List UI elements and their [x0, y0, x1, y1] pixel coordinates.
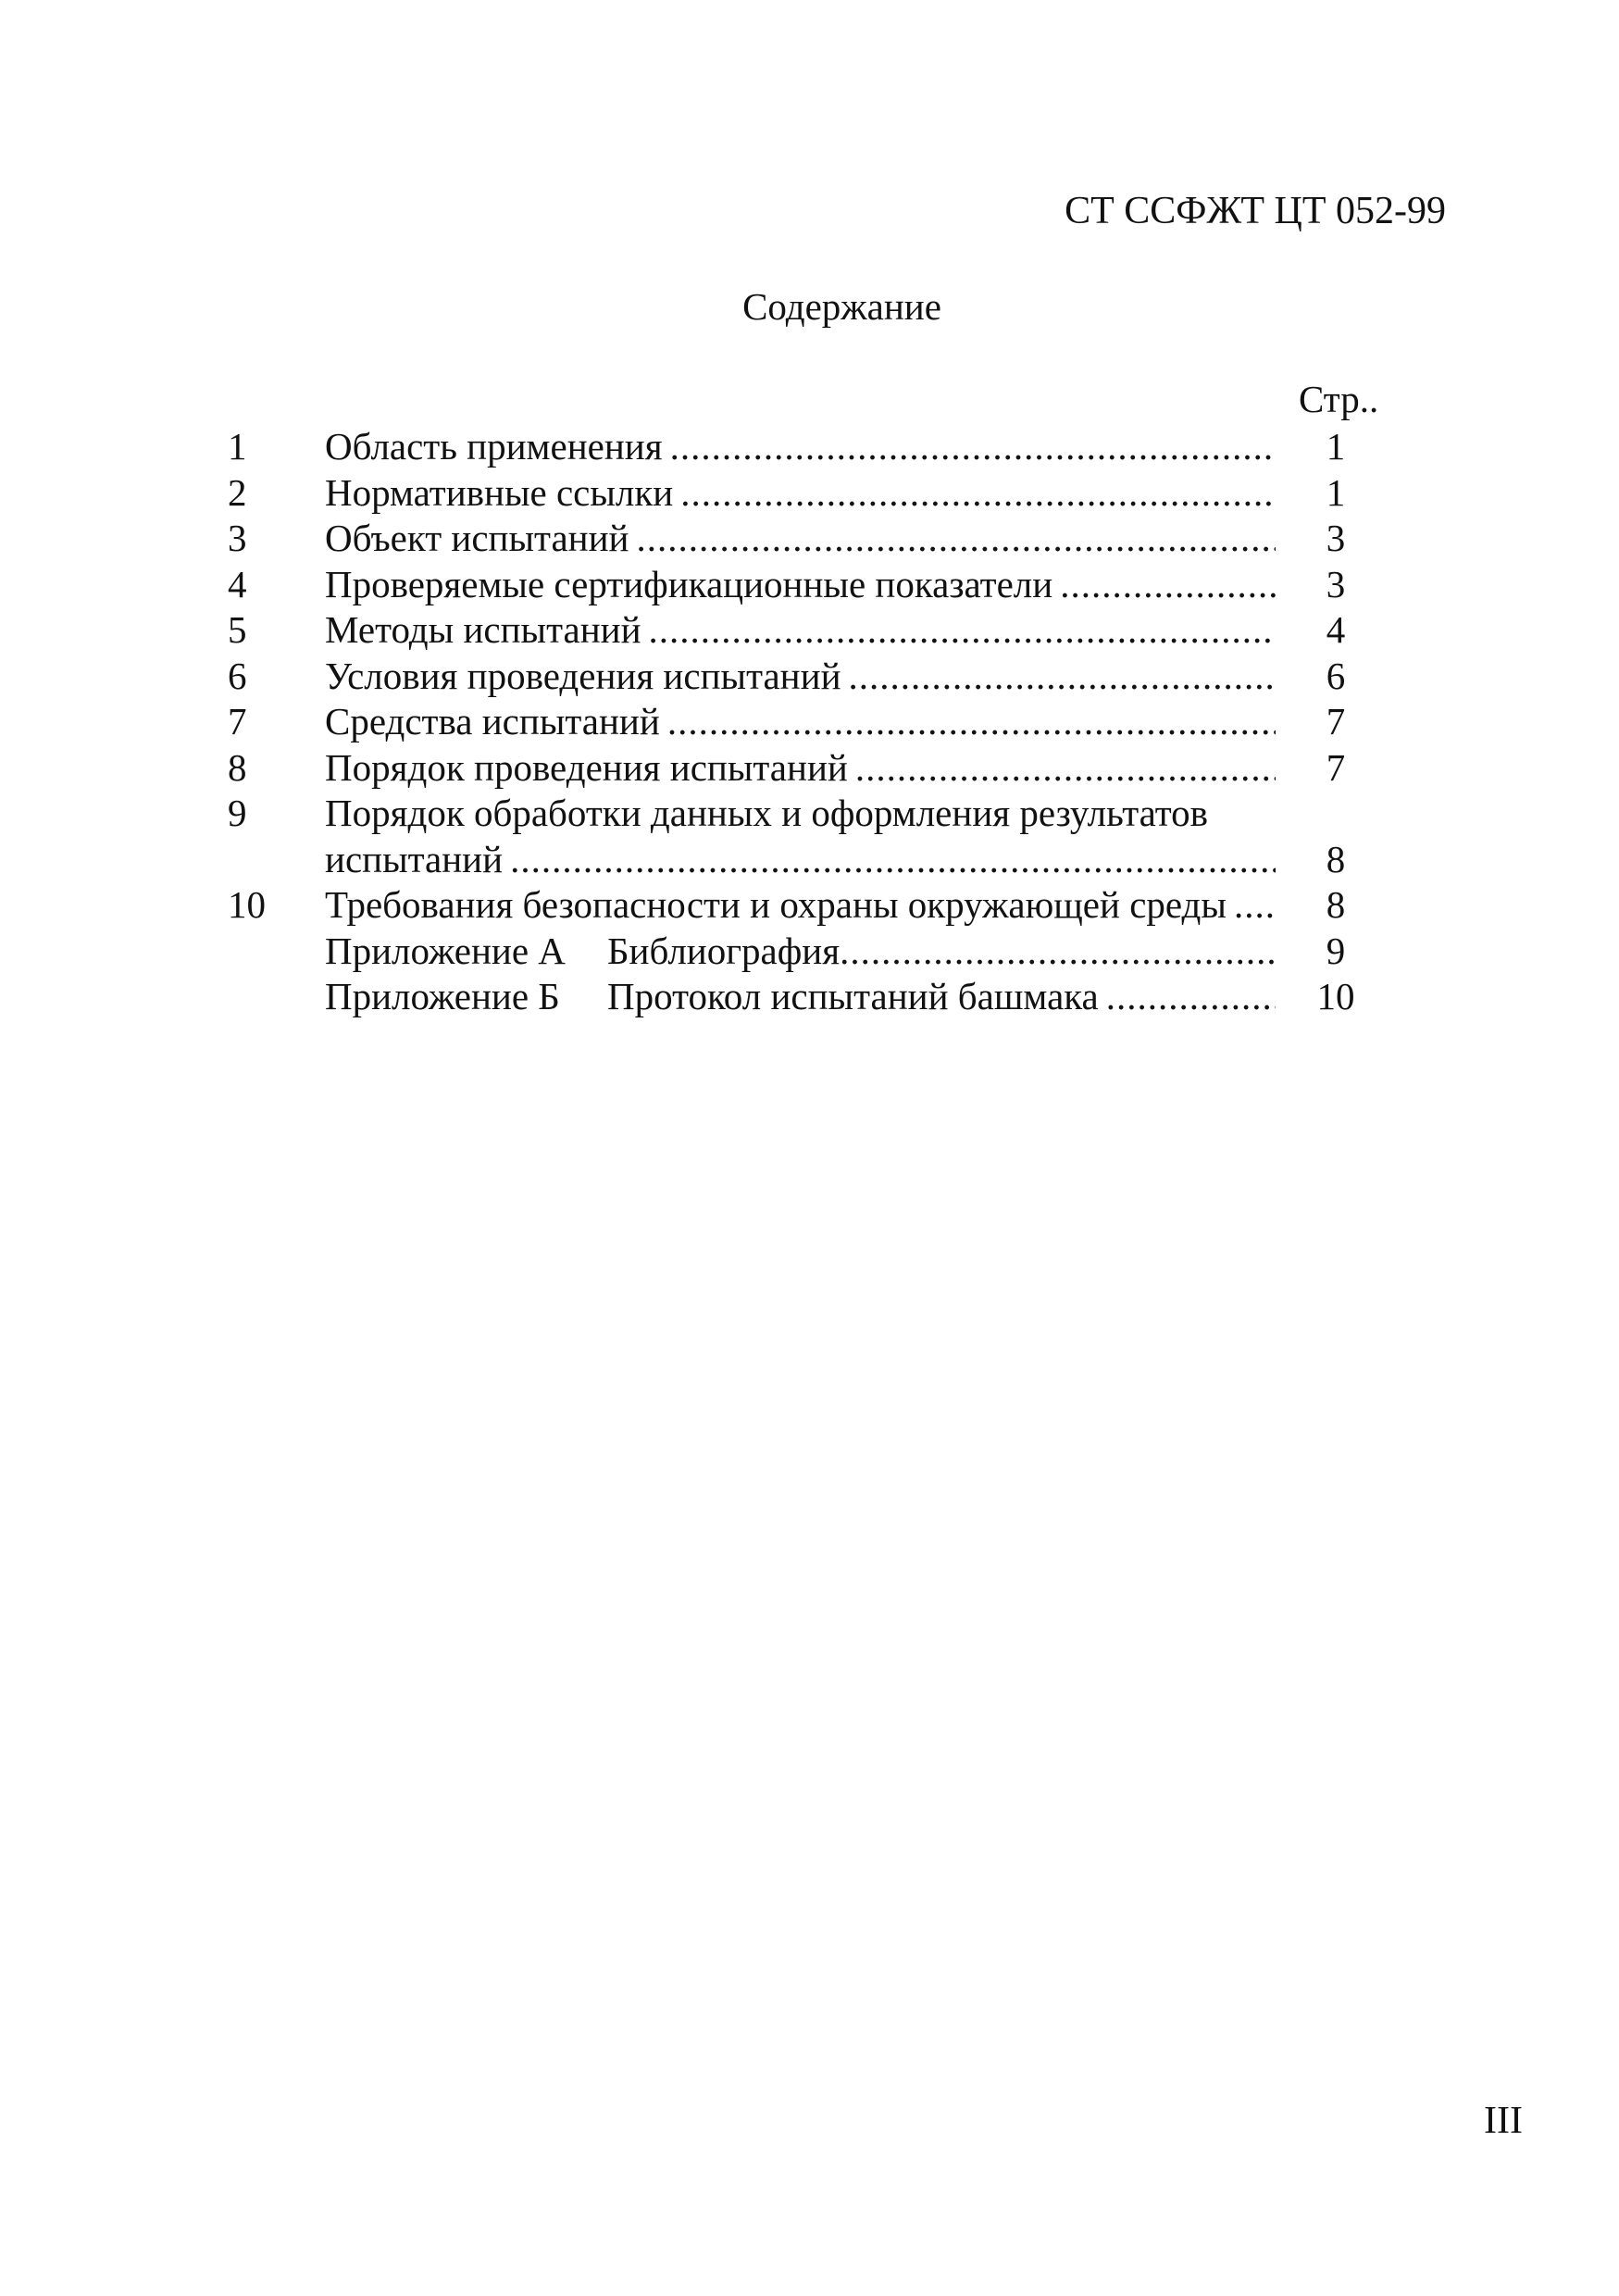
- toc-line: [228, 929, 1413, 975]
- entry-text: [325, 974, 1276, 1020]
- entry-number: 8: [228, 745, 247, 789]
- entry-text: [325, 516, 1276, 562]
- entry-page: 8: [1326, 883, 1346, 926]
- entry-page: 3: [1326, 517, 1346, 559]
- entry-number: 4: [228, 562, 247, 605]
- toc-entry: [228, 424, 1413, 470]
- entry-page: 7: [1326, 745, 1346, 789]
- entry-page: 4: [1326, 608, 1346, 651]
- entry-title: Условия проведения испытаний: [325, 654, 841, 697]
- entry-page: 1: [1326, 470, 1346, 514]
- entry-number: 1: [228, 425, 247, 468]
- entry-number: 7: [228, 700, 247, 742]
- entry-text: [325, 607, 1276, 654]
- dot-leader: [649, 607, 1276, 654]
- toc-line: [228, 837, 1413, 883]
- appendix-entry: [228, 929, 1413, 975]
- toc-entry: [228, 562, 1413, 608]
- entry-number: 6: [228, 654, 247, 697]
- entry-page: 3: [1326, 562, 1346, 605]
- dot-leader: [1106, 974, 1276, 1020]
- entry-page: 8: [1326, 837, 1346, 880]
- dot-leader: [849, 654, 1276, 700]
- toc-line: [228, 745, 1413, 792]
- toc-line: [228, 974, 1413, 1020]
- entry-text: [325, 791, 1276, 837]
- entry-page: 7: [1326, 700, 1346, 742]
- toc-entry: [228, 882, 1413, 929]
- toc-entry: [228, 470, 1413, 517]
- entry-page: 10: [1316, 975, 1355, 1017]
- toc-entry: [228, 516, 1413, 562]
- entry-title: Требования безопасности и охраны окружающей среды: [325, 883, 1227, 926]
- dot-leader: [840, 929, 1276, 975]
- entry-title: Методы испытаний: [325, 608, 641, 651]
- entry-page: 6: [1326, 654, 1346, 697]
- entry-title: Нормативные ссылки: [325, 470, 674, 514]
- toc-line: [228, 516, 1413, 562]
- toc-line: [228, 882, 1413, 929]
- entry-text: [325, 699, 1276, 745]
- entry-title: Проверяемые сертификационные показатели: [325, 562, 1053, 605]
- page-column-header: Стр..: [1299, 378, 1379, 420]
- table-of-contents: [228, 424, 1413, 1020]
- entry-number: 10: [228, 883, 266, 926]
- entry-page: 1: [1326, 425, 1346, 468]
- toc-line: [228, 791, 1413, 837]
- entry-title: Порядок проведения испытаний: [325, 745, 848, 789]
- entry-text: [325, 654, 1276, 700]
- appendix-label: Приложение А: [325, 929, 566, 972]
- toc-entry: [228, 791, 1413, 882]
- toc-line: [228, 654, 1413, 700]
- appendix-label: Приложение Б: [325, 975, 560, 1017]
- toc-line: [228, 699, 1413, 745]
- dot-leader: [1234, 882, 1276, 929]
- appendix-entry: [228, 974, 1413, 1020]
- entry-title: Объект испытаний: [325, 517, 629, 559]
- appendix-title: Протокол испытаний башмака: [607, 975, 1099, 1017]
- toc-title: Содержание: [742, 285, 941, 328]
- dot-leader: [855, 745, 1276, 792]
- entry-number: 3: [228, 517, 247, 559]
- entry-text: [325, 745, 1276, 792]
- entry-number: 5: [228, 608, 247, 651]
- dot-leader: [667, 699, 1276, 745]
- entry-title-line1: Порядок обработки данных и оформления результатов: [325, 792, 1208, 834]
- entry-title-line2: испытаний: [325, 837, 504, 880]
- entry-text: [325, 837, 1276, 883]
- entry-text: [325, 470, 1276, 517]
- entry-text: [325, 562, 1276, 608]
- toc-line: [228, 424, 1413, 470]
- entry-text: [325, 929, 1276, 975]
- entry-number: 9: [228, 792, 247, 834]
- dot-leader: [636, 516, 1276, 562]
- entry-title: Область применения: [325, 425, 663, 468]
- toc-entry: [228, 654, 1413, 700]
- page-number: III: [1484, 2100, 1523, 2142]
- entry-title: Средства испытаний: [325, 700, 660, 742]
- dot-leader: [1060, 562, 1276, 608]
- toc-entry: [228, 699, 1413, 745]
- toc-line: [228, 562, 1413, 608]
- dot-leader: [510, 837, 1276, 883]
- toc-line: [228, 607, 1413, 654]
- toc-entry: [228, 745, 1413, 792]
- toc-line: [228, 470, 1413, 517]
- toc-entry: [228, 607, 1413, 654]
- entry-text: [325, 424, 1276, 470]
- document-code: СТ ССФЖТ ЦТ 052-99: [1065, 190, 1446, 232]
- entry-text: [325, 882, 1276, 929]
- entry-page: 9: [1326, 929, 1346, 972]
- appendix-title: Библиография: [607, 929, 841, 972]
- dot-leader: [680, 470, 1276, 517]
- dot-leader: [670, 424, 1276, 470]
- entry-number: 2: [228, 470, 247, 514]
